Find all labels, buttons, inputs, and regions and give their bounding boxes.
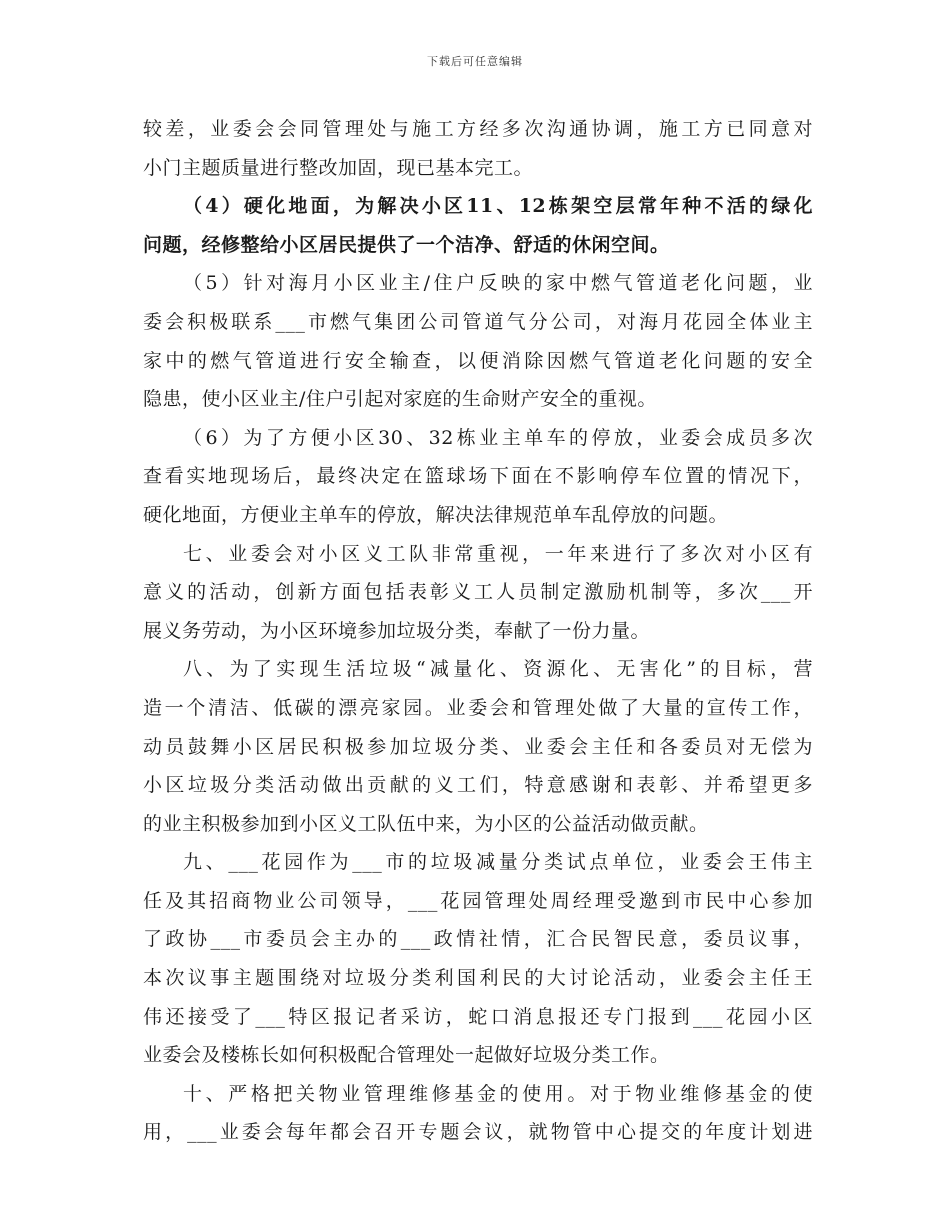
- text-line: 小门主题质量进行整改加固，现已基本完工。: [143, 156, 534, 179]
- text-line: 九、___花园作为___市的垃圾减量分类试点单位，业委会王伟主: [183, 851, 813, 874]
- text-line: 动员鼓舞小区居民积极参加垃圾分类、业委会主任和各委员对无偿为: [143, 735, 813, 758]
- paragraph-section-7: [143, 535, 813, 651]
- text-line: 展义务劳动，为小区环境参加垃圾分类，奉献了一份力量。: [143, 619, 651, 642]
- document-body: [143, 110, 813, 1152]
- text-line: 十、严格把关物业管理维修基金的使用。对于物业维修基金的使: [183, 1082, 813, 1105]
- paragraph-item-5: [143, 264, 813, 418]
- text-line: 造一个清洁、低碳的漂亮家园。业委会和管理处做了大量的宣传工作，: [143, 696, 813, 719]
- text-line: 用，___业委会每年都会召开专题会议，就物管中心提交的年度计划进: [143, 1121, 813, 1144]
- text-line: 较差，业委会会同管理处与施工方经多次沟通协调，施工方已同意对: [143, 118, 813, 140]
- text-line: 业委会及楼栋长如何积极配合管理处一起做好垃圾分类工作。: [143, 1044, 670, 1067]
- paragraph-section-9: [143, 843, 813, 1075]
- text-line: （4）硬化地面，为解决小区11、12栋架空层常年种不活的绿化: [183, 195, 813, 218]
- text-line: 的业主积极参加到小区义工队伍中来，为小区的公益活动做贡献。: [143, 812, 709, 835]
- text-line: （5）针对海月小区业主/住户反映的家中燃气管道老化问题，业: [183, 272, 813, 295]
- text-line: 查看实地现场后，最终决定在篮球场下面在不影响停车位置的情况下，: [143, 465, 813, 488]
- text-line: 问题，经修整给小区居民提供了一个洁净、舒适的休闲空间。: [143, 233, 670, 256]
- text-line: 家中的燃气管道进行安全输查，以便消除因燃气管道老化问题的安全: [143, 349, 813, 372]
- paragraph-section-8: [143, 650, 813, 843]
- page-header: 下载后可任意编辑: [427, 55, 523, 68]
- text-line: 了政协___市委员会主办的___政情社情，汇合民智民意，委员议事，: [143, 928, 813, 951]
- text-line: 委会积极联系___市燃气集团公司管道气分公司，对海月花园全体业主: [143, 310, 813, 333]
- paragraph-continuation: [143, 110, 813, 187]
- text-line: 伟还接受了___特区报记者采访，蛇口消息报还专门报到___花园小区: [143, 1005, 813, 1028]
- text-line: 硬化地面，方便业主单车的停放，解决法律规范单车乱停放的问题。: [143, 503, 729, 526]
- text-line: 小区垃圾分类活动做出贡献的义工们，特意感谢和表彰、并希望更多: [143, 774, 813, 797]
- paragraph-section-10: [143, 1075, 813, 1152]
- paragraph-item-6: [143, 419, 813, 535]
- text-line: 意义的活动，创新方面包括表彰义工人员制定激励机制等，多次___开: [143, 581, 813, 604]
- paragraph-item-4: [143, 187, 813, 264]
- text-line: 七、业委会对小区义工队非常重视，一年来进行了多次对小区有: [183, 542, 813, 565]
- text-line: 隐患，使小区业主/住户引起对家庭的生命财产安全的重视。: [143, 388, 657, 411]
- text-line: 八、为了实现生活垃圾“减量化、资源化、无害化”的目标，营: [183, 658, 813, 681]
- text-line: 本次议事主题围绕对垃圾分类利国利民的大讨论活动，业委会主任王: [143, 967, 813, 990]
- text-line: （6）为了方便小区30、32栋业主单车的停放，业委会成员多次: [183, 426, 813, 449]
- text-line: 任及其招商物业公司领导，___花园管理处周经理受邀到市民中心参加: [143, 889, 813, 912]
